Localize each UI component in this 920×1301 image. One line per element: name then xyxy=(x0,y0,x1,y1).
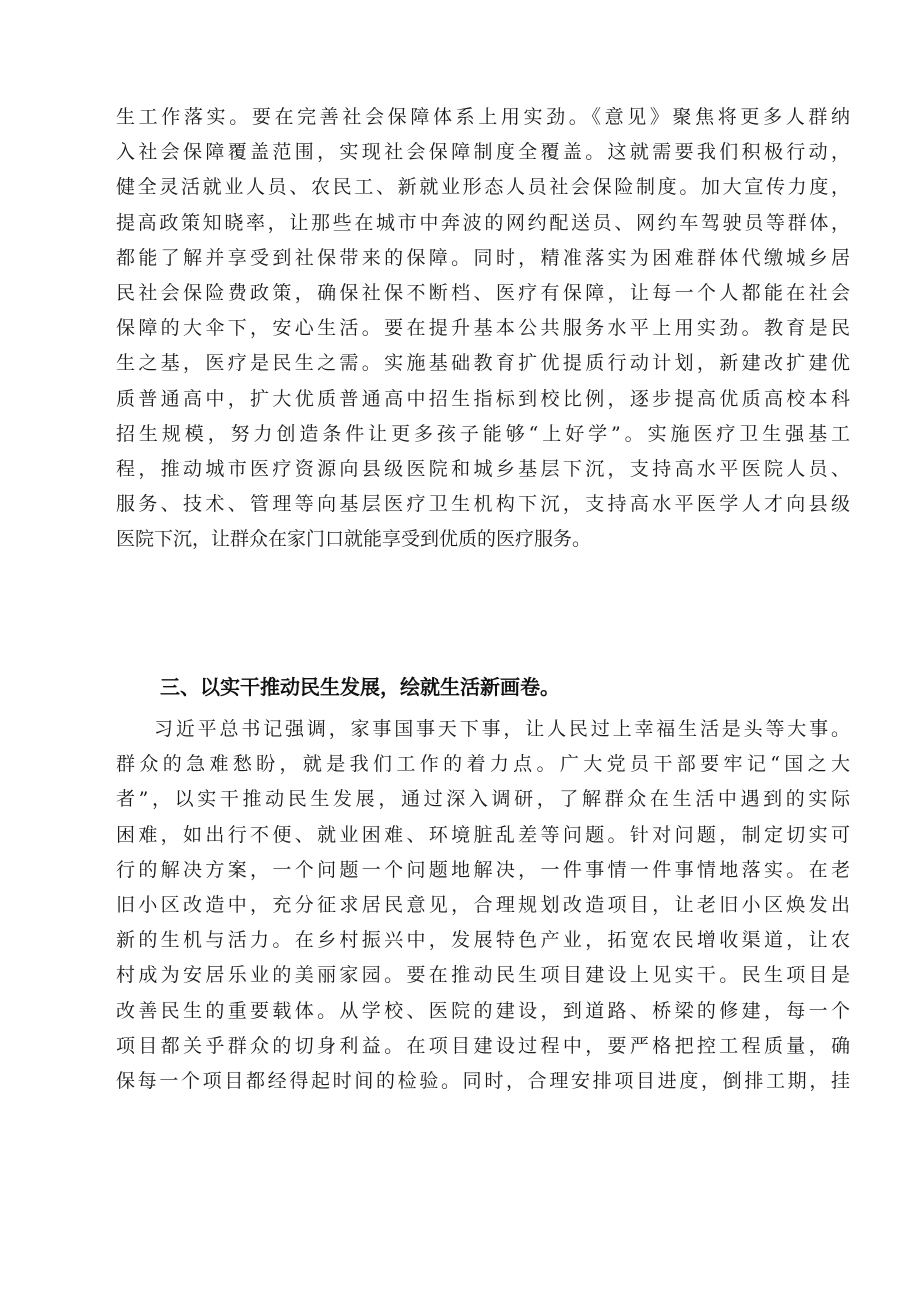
text-line: 医院下沉，让群众在家门口就能享受到优质的医疗服务。 xyxy=(116,528,592,551)
paragraph-livelihood xyxy=(116,712,850,1099)
text-line: 村成为安居乐业的美丽家园。要在推动民生项目建设上见实干。民生项目是 xyxy=(116,964,850,987)
text-line: 行的解决方案，一个问题一个问题地解决，一件事情一件事情地落实。在老 xyxy=(116,858,850,881)
text-line: 习近平总书记强调，家事国事天下事，让人民过上幸福生活是头等大事。 xyxy=(154,718,850,740)
text-line: 新的生机与活力。在乡村振兴中，发展特色产业，拓宽农民增收渠道，让农 xyxy=(116,929,850,952)
text-line: 提高政策知晓率，让那些在城市中奔波的网约配送员、网约车驾驶员等群体， xyxy=(116,211,850,234)
text-line: 健全灵活就业人员、农民工、新就业形态人员社会保险制度。加大宣传力度， xyxy=(116,176,850,199)
section-heading: 三、以实干推动民生发展，绘就生活新画卷。 xyxy=(160,675,560,699)
text-line: 者”，以实干推动民生发展，通过深入调研，了解群众在生活中遇到的实际 xyxy=(116,788,850,811)
text-line: 入社会保障覆盖范围，实现社会保障制度全覆盖。这就需要我们积极行动， xyxy=(116,141,850,164)
text-line: 程，推动城市医疗资源向县级医院和城乡基层下沉，支持高水平医院人员、 xyxy=(116,457,850,480)
text-line: 服务、技术、管理等向基层医疗卫生机构下沉，支持高水平医学人才向县级 xyxy=(116,493,850,516)
text-line: 群众的急难愁盼，就是我们工作的着力点。广大党员干部要牢记“国之大 xyxy=(116,753,850,776)
text-line: 生之基，医疗是民生之需。实施基础教育扩优提质行动计划，新建改扩建优 xyxy=(116,352,850,375)
text-line: 质普通高中，扩大优质普通高中招生指标到校比例，逐步提高优质高校本科 xyxy=(116,387,850,410)
text-line: 旧小区改造中，充分征求居民意见，合理规划改造项目，让老旧小区焕发出 xyxy=(116,893,850,916)
text-line: 改善民生的重要载体。从学校、医院的建设，到道路、桥梁的修建，每一个 xyxy=(116,999,850,1022)
text-line: 困难，如出行不便、就业困难、环境脏乱差等问题。针对问题，制定切实可 xyxy=(116,823,850,846)
paragraph-social-security xyxy=(116,100,850,557)
text-line: 项目都关乎群众的切身利益。在项目建设过程中，要严格把控工程质量，确 xyxy=(116,1034,850,1057)
text-line: 招生规模，努力创造条件让更多孩子能够“上好学”。实施医疗卫生强基工 xyxy=(116,422,850,445)
text-line: 都能了解并享受到社保带来的保障。同时，精准落实为困难群体代缴城乡居 xyxy=(116,246,850,269)
text-line: 保障的大伞下，安心生活。要在提升基本公共服务水平上用实劲。教育是民 xyxy=(116,317,850,340)
text-line: 生工作落实。要在完善社会保障体系上用实劲。《意见》聚焦将更多人群纳 xyxy=(116,106,850,128)
text-line: 民社会保险费政策，确保社保不断档、医疗有保障，让每一个人都能在社会 xyxy=(116,281,850,304)
text-line: 保每一个项目都经得起时间的检验。同时，合理安排项目进度，倒排工期，挂 xyxy=(116,1069,850,1092)
